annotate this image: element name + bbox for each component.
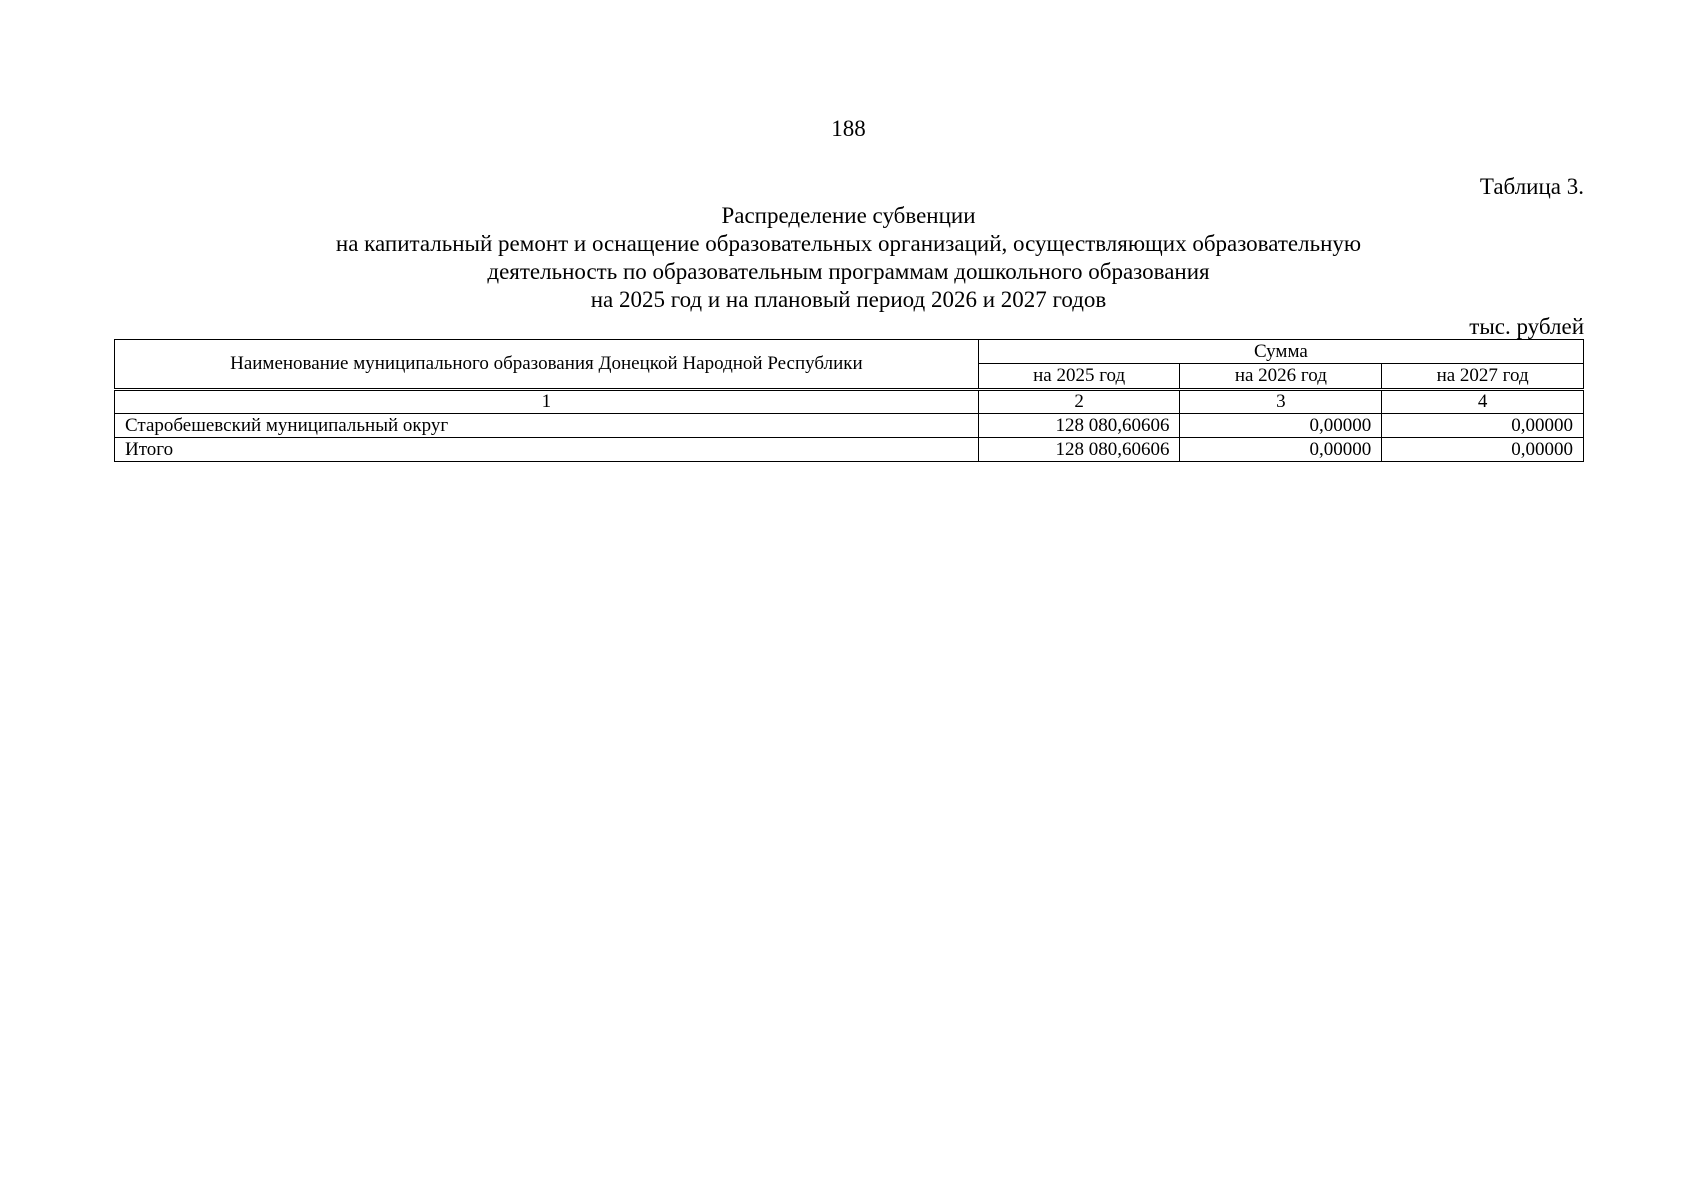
total-2027-cell: 0,00000 xyxy=(1382,438,1584,462)
page-number: 188 xyxy=(831,116,866,141)
title-line: деятельность по образовательным программам дошкольного образования xyxy=(487,259,1210,284)
table-row-total xyxy=(115,438,1584,462)
amount-2026-cell: 0,00000 xyxy=(1180,414,1382,438)
column-number: 2 xyxy=(978,390,1180,414)
title-line: на 2025 год и на плановый период 2026 и 2027 годов xyxy=(590,287,1107,312)
amount-2025-cell: 128 080,60606 xyxy=(978,414,1180,438)
header-municipality-name: Наименование муниципального образования Донецкой Народной Республики xyxy=(115,340,979,390)
amount-2027-cell: 0,00000 xyxy=(1382,414,1584,438)
column-number-row xyxy=(115,390,1584,414)
total-label-cell: Итого xyxy=(115,438,979,462)
header-sum: Сумма xyxy=(978,340,1583,364)
title-line: на капитальный ремонт и оснащение образовательных организаций, осуществляющих образовательную xyxy=(335,231,1362,256)
column-number: 3 xyxy=(1180,390,1382,414)
header-year-2027: на 2027 год xyxy=(1382,364,1584,390)
table-label: Таблица 3. xyxy=(1479,174,1584,199)
title-line: Распределение субвенции xyxy=(721,203,976,228)
header-year-2026: на 2026 год xyxy=(1180,364,1382,390)
table-row xyxy=(115,414,1584,438)
document-title xyxy=(0,202,1697,314)
column-number: 1 xyxy=(115,390,979,414)
municipality-name-cell: Старобешевский муниципальный округ xyxy=(115,414,979,438)
header-year-2025: на 2025 год xyxy=(978,364,1180,390)
units-label: тыс. рублей xyxy=(1469,314,1584,339)
total-2025-cell: 128 080,60606 xyxy=(978,438,1180,462)
column-number: 4 xyxy=(1382,390,1584,414)
total-2026-cell: 0,00000 xyxy=(1180,438,1382,462)
subsidy-distribution-table xyxy=(114,339,1584,462)
